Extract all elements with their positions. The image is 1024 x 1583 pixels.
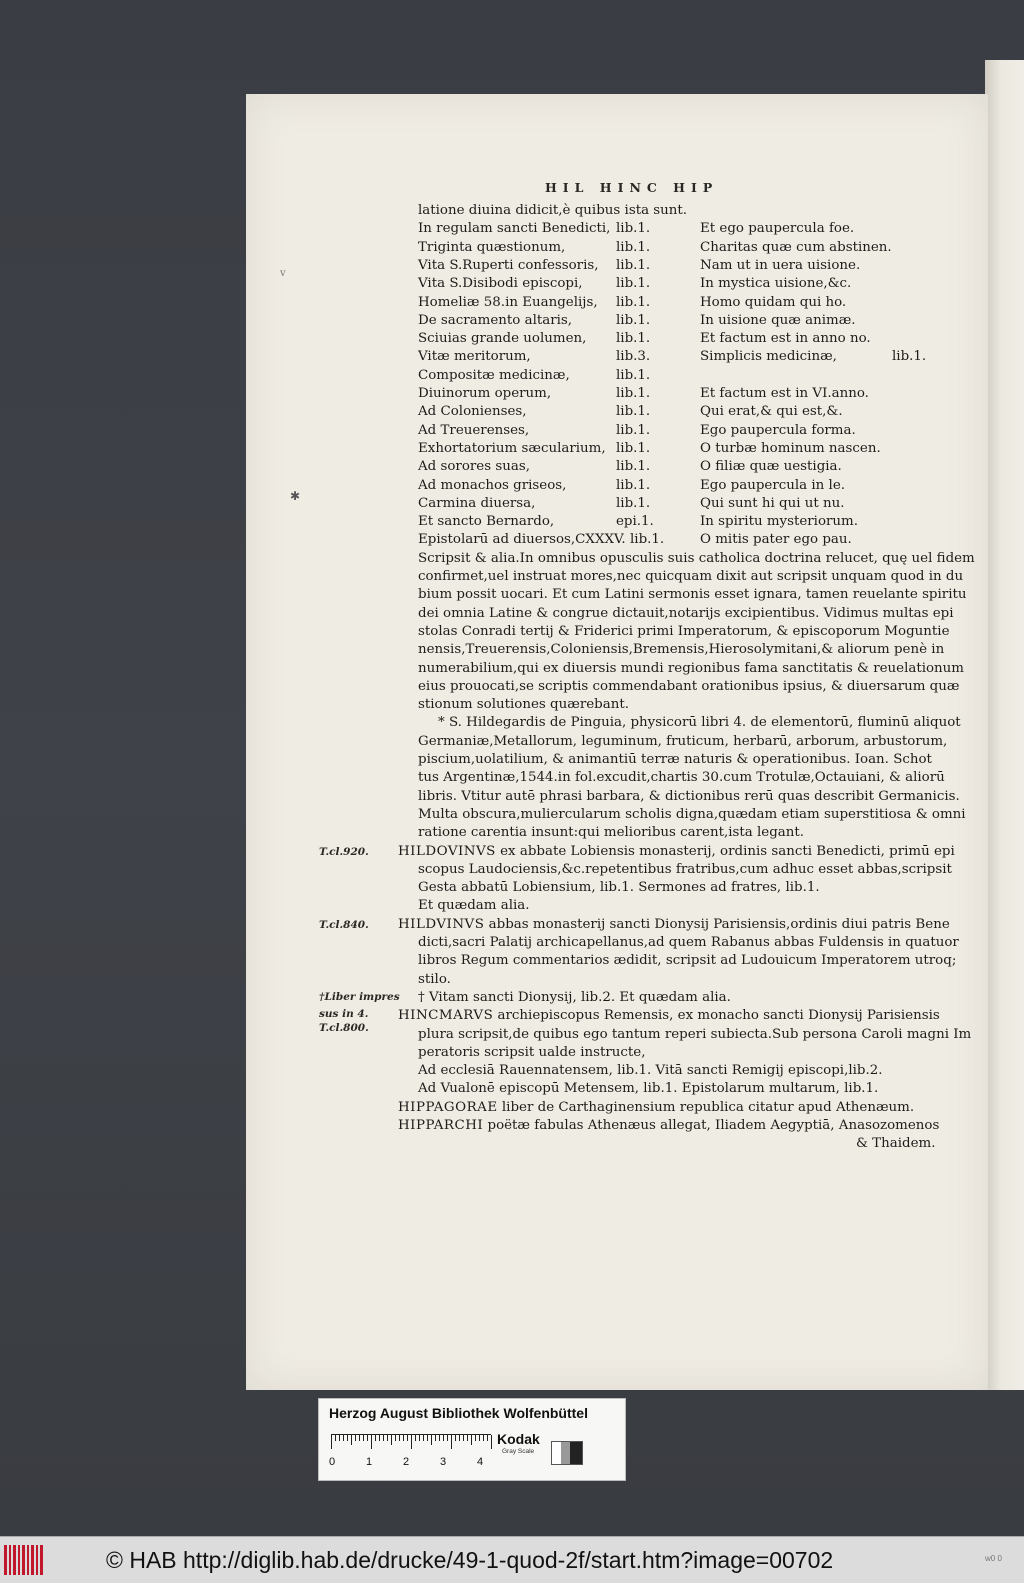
work-title: Compositæ medicinæ, bbox=[418, 367, 570, 383]
entry-line bbox=[398, 1117, 939, 1135]
entry-heading: HIPPARCHI bbox=[398, 1118, 484, 1133]
book-count: lib.1. bbox=[616, 495, 651, 511]
entry-text: ex abbate Lobiensis monasterij, ordinis sancti Benedicti, primū epi bbox=[495, 843, 955, 859]
work-title: Vitæ meritorum, bbox=[418, 349, 531, 365]
ruler-tick bbox=[359, 1435, 360, 1441]
book-count: lib.1. bbox=[616, 294, 651, 310]
ruler-tick bbox=[331, 1435, 332, 1449]
kodak-brand: Kodak bbox=[497, 1431, 540, 1447]
book-count: lib.1. bbox=[616, 312, 651, 328]
incipit: Et ego paupercula foe. bbox=[700, 221, 855, 237]
book-count: lib.1. bbox=[616, 367, 651, 383]
text-line: Ad ecclesiā Rauennatensem, lib.1. Vitā sancti Remigij episcopi,lib.2. bbox=[418, 1063, 883, 1079]
ruler-tick bbox=[459, 1435, 460, 1441]
work-title: Homeliæ 58.in Euangelijs, bbox=[418, 294, 598, 310]
book-count: lib.1. bbox=[892, 349, 927, 365]
logo-bar bbox=[13, 1545, 16, 1575]
logo-bar bbox=[9, 1545, 11, 1575]
text-line: numerabilium,qui ex diuersis mundi regionibus fama sanctitatis & reuelationum bbox=[418, 660, 965, 676]
hab-logo-icon bbox=[4, 1545, 46, 1575]
ruler-tick bbox=[339, 1435, 340, 1441]
ruler-tick bbox=[351, 1435, 352, 1445]
text-line: & Thaidem. bbox=[856, 1136, 936, 1152]
stray-mark: v bbox=[280, 268, 286, 279]
entry-heading: HILDVINVS bbox=[398, 916, 485, 932]
ruler-tick bbox=[371, 1435, 372, 1449]
logo-bar bbox=[27, 1545, 29, 1575]
book-count: lib.1. bbox=[616, 331, 651, 347]
text-line: Germaniæ,Metallorum, leguminum, fruticum, herbarū, arborum, arbustorum, bbox=[418, 733, 948, 749]
footer-bar bbox=[0, 1536, 1024, 1583]
book-count: lib.1. bbox=[616, 440, 651, 456]
entry-text: liber de Carthaginensium republica citatur apud Athenæum. bbox=[497, 1099, 915, 1115]
text-line: stolas Conradi tertij & Friderici primi Imperatorum, & episcoporum Moguntie bbox=[418, 623, 950, 639]
text-line: Multa obscura,muliercularum scholis digna,quædam etiam superstitiosa & omni bbox=[418, 806, 966, 822]
incipit: In uisione quæ animæ. bbox=[700, 312, 856, 328]
incipit: Charitas quæ cum abstinen. bbox=[700, 239, 892, 255]
entry-heading: HIPPAGORAE bbox=[398, 1099, 498, 1115]
ruler-tick bbox=[391, 1435, 392, 1445]
ruler-tick bbox=[491, 1435, 492, 1449]
logo-bar bbox=[22, 1545, 25, 1575]
ruler-tick bbox=[355, 1435, 356, 1441]
incipit: Homo quidam qui ho. bbox=[700, 294, 847, 310]
ruler-tick bbox=[463, 1435, 464, 1441]
gray-scale-swatch bbox=[551, 1441, 583, 1465]
work-title: Et sancto Bernardo, bbox=[418, 514, 555, 530]
work-title: Diuinorum operum, bbox=[418, 386, 552, 401]
ruler-tick bbox=[443, 1435, 444, 1441]
text-line: peratoris scripsit ualde instructe, bbox=[418, 1044, 646, 1060]
ruler-tick bbox=[347, 1435, 348, 1441]
margin-note: T.cl.800. bbox=[319, 1022, 369, 1035]
entry-text: poëtæ fabulas Athenæus allegat, Iliadem Aegyptiā, Anasozomenos bbox=[483, 1118, 940, 1133]
logo-bar bbox=[36, 1545, 38, 1575]
entry-text: abbas monasterij sancti Dionysij Parisiensis,ordinis diui patris Bene bbox=[484, 916, 950, 932]
ruler-number: 4 bbox=[477, 1456, 484, 1468]
text-line: stilo. bbox=[418, 971, 451, 987]
work-title: In regulam sancti Benedicti, bbox=[418, 221, 611, 237]
ruler-tick bbox=[451, 1435, 452, 1449]
ruler-tick bbox=[423, 1435, 424, 1441]
incipit: Ego paupercula forma. bbox=[700, 422, 856, 438]
ruler-tick bbox=[399, 1435, 400, 1441]
ink-blot: ✱ bbox=[290, 489, 301, 503]
text-line: Et quædam alia. bbox=[418, 898, 530, 914]
logo-bar bbox=[31, 1545, 34, 1575]
ruler-tick bbox=[415, 1435, 416, 1441]
text-line: piscium,uolatilium, & animantiū terræ naturis & operationibus. Ioan. Schot bbox=[418, 752, 932, 767]
ruler-tick bbox=[439, 1435, 440, 1441]
book-count: epi.1. bbox=[616, 514, 654, 530]
text-line: bium possit uocari. Et cum Latini sermonis esset ignara, tamen reuelante spiritu bbox=[418, 587, 967, 603]
ruler-tick bbox=[407, 1435, 408, 1441]
book-count: lib.1. bbox=[616, 239, 651, 255]
ruler-tick bbox=[367, 1435, 368, 1441]
text-line: latione diuina didicit,è quibus ista sunt. bbox=[418, 203, 688, 218]
text-line: Scripsit & alia.In omnibus opusculis suis catholica doctrina relucet, quę uel fidem bbox=[418, 550, 975, 566]
ruler-tick bbox=[419, 1435, 420, 1441]
ruler-tick bbox=[403, 1435, 404, 1441]
ruler-number: 3 bbox=[440, 1456, 447, 1468]
text-line: stionum solutiones quærebant. bbox=[418, 697, 629, 713]
incipit: In mystica uisione,&c. bbox=[700, 276, 852, 292]
incipit: Qui sunt hi qui ut nu. bbox=[700, 495, 845, 511]
logo-bar bbox=[4, 1545, 7, 1575]
copyright-url[interactable]: © HAB http://diglib.hab.de/drucke/49-1-quod-2f/start.htm?image=00702 bbox=[106, 1547, 834, 1573]
incipit: In spiritu mysteriorum. bbox=[700, 514, 859, 530]
ruler-tick bbox=[387, 1435, 388, 1441]
logo-bar bbox=[18, 1545, 20, 1575]
incipit: O filiæ quæ uestigia. bbox=[700, 459, 842, 475]
text-line: tus Argentinæ,1544.in fol.excudit,chartis 30.cum Trotulæ,Octauiani, & aliorū bbox=[418, 770, 945, 786]
text-line: dei omnia Latine & congrue dictauit,notarijs excipientibus. Vidimus multas epi bbox=[418, 605, 954, 621]
ruler-number: 0 bbox=[329, 1456, 336, 1468]
ruler-tick bbox=[483, 1435, 484, 1441]
ruler-tick bbox=[435, 1435, 436, 1441]
text-line: scopus Laudociensis,&c.repetentibus fratribus,cum adhuc esset abbas,scripsit bbox=[418, 861, 952, 877]
work-title: Vita S.Disibodi episcopi, bbox=[418, 276, 583, 292]
work-title: Ad Colonienses, bbox=[418, 404, 527, 420]
work-title: Triginta quæstionum, bbox=[418, 239, 566, 255]
gray-scale-label: Gray Scale bbox=[502, 1448, 535, 1455]
book-count: lib.1. bbox=[616, 276, 651, 292]
ruler-tick bbox=[427, 1435, 428, 1441]
ruler-tick bbox=[363, 1435, 364, 1441]
footer-mark: w0 0 bbox=[985, 1554, 1002, 1563]
entry-line bbox=[398, 1099, 914, 1117]
ruler-tick bbox=[467, 1435, 468, 1441]
ruler-tick bbox=[455, 1435, 456, 1441]
ruler-tick bbox=[475, 1435, 476, 1441]
text-line: dicti,sacri Palatij archicapellanus,ad quem Rabanus abbas Fuldensis in quatuor bbox=[418, 935, 959, 950]
entry-line bbox=[398, 916, 950, 934]
ruler-tick bbox=[479, 1435, 480, 1441]
ruler-tick bbox=[431, 1435, 432, 1445]
text-line: confirmet,uel instruat mores,nec quicquam dixit aut scripsit unquam quod in du bbox=[418, 569, 964, 584]
work-title: Sciuias grande uolumen, bbox=[418, 331, 587, 347]
ruler-tick bbox=[487, 1435, 488, 1441]
margin-note: †Liber impres bbox=[319, 990, 400, 1003]
margin-note: T.cl.840. bbox=[319, 918, 369, 931]
ruler-tick bbox=[335, 1435, 336, 1441]
text-line: ratione carentia insunt:qui melioribus carent,ista legant. bbox=[418, 825, 805, 841]
scale-ruler bbox=[331, 1434, 491, 1455]
work-title: Epistolarū ad diuersos,CXXXV. bbox=[418, 532, 626, 548]
entry-heading: HILDOVINVS bbox=[398, 843, 496, 859]
ruler-number: 1 bbox=[366, 1456, 373, 1468]
entry-text: archiepiscopus Remensis, ex monacho sancti Dionysij Parisiensis bbox=[493, 1008, 940, 1024]
ruler-tick bbox=[395, 1435, 396, 1441]
book-count: lib.1. bbox=[616, 459, 651, 475]
work-title: Exhortatorium sæcularium, bbox=[418, 440, 606, 456]
margin-note: T.cl.920. bbox=[319, 845, 369, 858]
book-count: lib.1. bbox=[630, 532, 665, 548]
incipit: Simplicis medicinæ, bbox=[700, 349, 837, 365]
logo-bar bbox=[40, 1545, 43, 1575]
work-title: Vita S.Ruperti confessoris, bbox=[418, 257, 599, 273]
incipit: Nam ut in uera uisione. bbox=[700, 257, 861, 273]
incipit: Ego paupercula in le. bbox=[700, 477, 846, 493]
text-line: Gesta abbatū Lobiensium, lib.1. Sermones ad fratres, lib.1. bbox=[418, 880, 820, 896]
incipit: O turbæ hominum nascen. bbox=[700, 440, 881, 456]
text-line: Ad Vualonē episcopū Metensem, lib.1. Epistolarum multarum, lib.1. bbox=[418, 1081, 879, 1097]
ruler-tick bbox=[375, 1435, 376, 1441]
book-count: lib.1. bbox=[616, 221, 651, 237]
text-line: nensis,Treuerensis,Coloniensis,Bremensis,Hierosolymitani,& aliorum penè in bbox=[418, 642, 945, 658]
incipit: Qui erat,& qui est,&. bbox=[700, 404, 843, 420]
library-name: Herzog August Bibliothek Wolfenbüttel bbox=[329, 1405, 588, 1421]
work-title: Carmina diuersa, bbox=[418, 495, 536, 511]
book-count: lib.1. bbox=[616, 257, 651, 273]
text-line: plura scripsit,de quibus ego tantum reperi subiecta.Sub persona Caroli magni Im bbox=[418, 1026, 972, 1042]
library-calibration-card bbox=[318, 1398, 626, 1481]
ruler-tick bbox=[343, 1435, 344, 1441]
ruler-number: 2 bbox=[403, 1456, 410, 1468]
book-count: lib.3. bbox=[616, 349, 651, 365]
ruler-tick bbox=[447, 1435, 448, 1441]
text-line: † Vitam sancti Dionysij, lib.2. Et quædam alia. bbox=[418, 989, 731, 1005]
work-title: Ad monachos griseos, bbox=[418, 477, 567, 493]
book-count: lib.1. bbox=[616, 477, 651, 493]
adjacent-page-edge bbox=[985, 60, 1024, 1390]
text-line: * S. Hildegardis de Pinguia, physicorū libri 4. de elementorū, fluminū aliquot bbox=[438, 715, 961, 731]
incipit: Et factum est in anno no. bbox=[700, 331, 871, 347]
work-title: Ad sorores suas, bbox=[418, 459, 530, 475]
text-line: eius prouocati,se scriptis commendabant orationibus ipsius, & diuersarum quæ bbox=[418, 678, 960, 694]
margin-note: sus in 4. bbox=[319, 1008, 369, 1021]
entry-heading: HINCMARVS bbox=[398, 1008, 494, 1024]
running-head: HIL HINC HIP bbox=[545, 180, 719, 195]
incipit: O mitis pater ego pau. bbox=[700, 532, 852, 548]
book-count: lib.1. bbox=[616, 386, 651, 401]
ruler-tick bbox=[471, 1435, 472, 1445]
work-title: Ad Treuerenses, bbox=[418, 422, 530, 438]
book-count: lib.1. bbox=[616, 404, 651, 420]
incipit: Et factum est in VI.anno. bbox=[700, 386, 869, 401]
entry-line bbox=[398, 1007, 940, 1025]
ruler-tick bbox=[383, 1435, 384, 1441]
ruler-tick bbox=[379, 1435, 380, 1441]
book-count: lib.1. bbox=[616, 422, 651, 438]
text-line: libris. Vtitur autē phrasi barbara, & dictionibus rerū quas describit Germanicis. bbox=[418, 788, 960, 804]
work-title: De sacramento altaris, bbox=[418, 312, 573, 328]
entry-line bbox=[398, 843, 955, 861]
text-line: libros Regum commentarios ædidit, scripsit ad Ludouicum Imperatorem utroq; bbox=[418, 953, 957, 969]
ruler-tick bbox=[411, 1435, 412, 1449]
